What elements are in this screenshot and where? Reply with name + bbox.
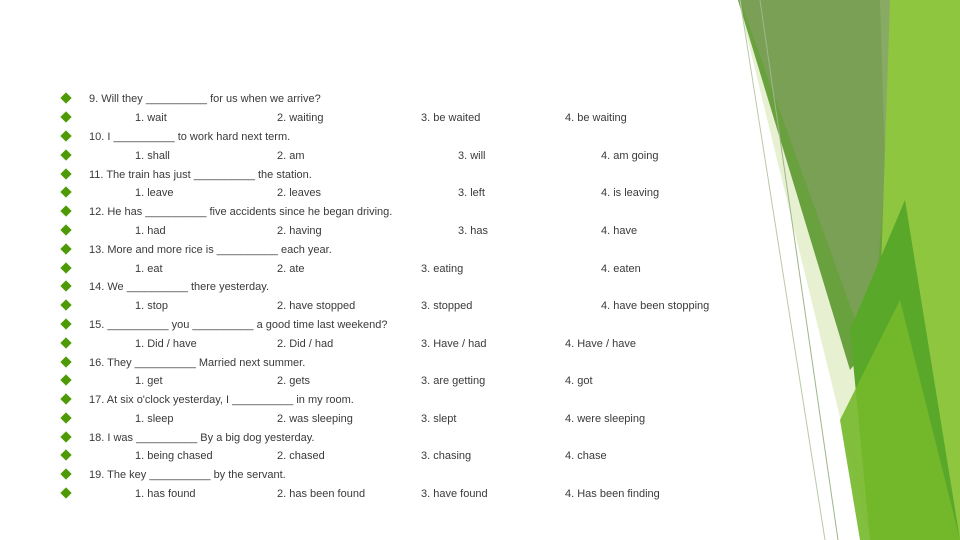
question-text: 19. The key __________ by the servant. <box>89 469 286 481</box>
question-text: 12. He has __________ five accidents since he began driving. <box>89 206 393 218</box>
diamond-bullet-icon <box>60 262 71 273</box>
question-text: 16. They __________ Married next summer. <box>89 357 306 369</box>
answer-option-2: 2. ate <box>277 263 305 275</box>
answer-option-2: 2. chased <box>277 450 325 462</box>
question-text: 17. At six o'clock yesterday, I __________ in my room. <box>89 394 354 406</box>
answer-option-3: 3. will <box>458 150 486 162</box>
answer-option-3: 3. slept <box>421 413 457 425</box>
diamond-bullet-icon <box>60 412 71 423</box>
question-text: 14. We __________ there yesterday. <box>89 281 269 293</box>
answer-option-4: 4. Has been finding <box>565 488 660 500</box>
diamond-bullet-icon <box>60 243 71 254</box>
answer-option-1: 1. eat <box>135 263 163 275</box>
diamond-bullet-icon <box>60 186 71 197</box>
answer-option-3: 3. left <box>458 187 485 199</box>
answer-option-2: 2. Did / had <box>277 338 334 350</box>
answer-option-4: 4. Have / have <box>565 338 636 350</box>
question-text: 15. __________ you __________ a good time last weekend? <box>89 319 388 331</box>
diamond-bullet-icon <box>60 280 71 291</box>
diamond-bullet-icon <box>60 431 71 442</box>
answer-option-3: 3. are getting <box>421 375 486 387</box>
answer-option-3: 3. have found <box>421 488 488 500</box>
answer-option-4: 4. chase <box>565 450 607 462</box>
diamond-bullet-icon <box>60 130 71 141</box>
diamond-bullet-icon <box>60 92 71 103</box>
diamond-bullet-icon <box>60 205 71 216</box>
answer-option-3: 3. be waited <box>421 112 481 124</box>
answer-option-3: 3. eating <box>421 263 464 275</box>
diamond-bullet-icon <box>60 449 71 460</box>
answer-option-4: 4. eaten <box>601 263 641 275</box>
answer-option-3: 3. stopped <box>421 300 473 312</box>
answer-option-4: 4. have been stopping <box>601 300 710 312</box>
diamond-bullet-icon <box>60 299 71 310</box>
answer-option-1: 1. shall <box>135 150 170 162</box>
answer-option-4: 4. were sleeping <box>565 413 646 425</box>
answer-option-4: 4. am going <box>601 150 659 162</box>
answer-option-2: 2. has been found <box>277 488 366 500</box>
question-text: 10. I __________ to work hard next term. <box>89 131 291 143</box>
answer-option-3: 3. Have / had <box>421 338 487 350</box>
answer-option-1: 1. stop <box>135 300 169 312</box>
diamond-bullet-icon <box>60 168 71 179</box>
answer-option-1: 1. leave <box>135 187 174 199</box>
answer-option-4: 4. got <box>565 375 593 387</box>
question-text: 13. More and more rice is __________ each year. <box>89 244 332 256</box>
answer-option-2: 2. leaves <box>277 187 322 199</box>
answer-option-1: 1. has found <box>135 488 196 500</box>
diamond-bullet-icon <box>60 487 71 498</box>
question-text: 11. The train has just __________ the station. <box>89 169 312 181</box>
diamond-bullet-icon <box>60 468 71 479</box>
answer-option-2: 2. have stopped <box>277 300 356 312</box>
answer-option-1: 1. wait <box>135 112 167 124</box>
answer-option-1: 1. get <box>135 375 163 387</box>
answer-option-2: 2. gets <box>277 375 311 387</box>
diamond-bullet-icon <box>60 393 71 404</box>
diamond-bullet-icon <box>60 318 71 329</box>
answer-option-1: 1. sleep <box>135 413 174 425</box>
question-text: 18. I was __________ By a big dog yesterday. <box>89 432 315 444</box>
answer-option-4: 4. is leaving <box>601 187 660 199</box>
answer-option-1: 1. Did / have <box>135 338 197 350</box>
answer-option-4: 4. be waiting <box>565 112 627 124</box>
answer-option-1: 1. had <box>135 225 166 237</box>
answer-option-2: 2. waiting <box>277 112 324 124</box>
question-text: 9. Will they __________ for us when we arrive? <box>89 93 321 105</box>
answer-option-2: 2. was sleeping <box>277 413 353 425</box>
diamond-bullet-icon <box>60 111 71 122</box>
answer-option-4: 4. have <box>601 225 638 237</box>
diamond-bullet-icon <box>60 224 71 235</box>
answer-option-3: 3. has <box>458 225 488 237</box>
diamond-bullet-icon <box>60 356 71 367</box>
answer-option-1: 1. being chased <box>135 450 213 462</box>
answer-option-3: 3. chasing <box>421 450 472 462</box>
diamond-bullet-icon <box>60 374 71 385</box>
diamond-bullet-icon <box>60 337 71 348</box>
answer-option-2: 2. am <box>277 150 305 162</box>
answer-option-2: 2. having <box>277 225 322 237</box>
diamond-bullet-icon <box>60 149 71 160</box>
